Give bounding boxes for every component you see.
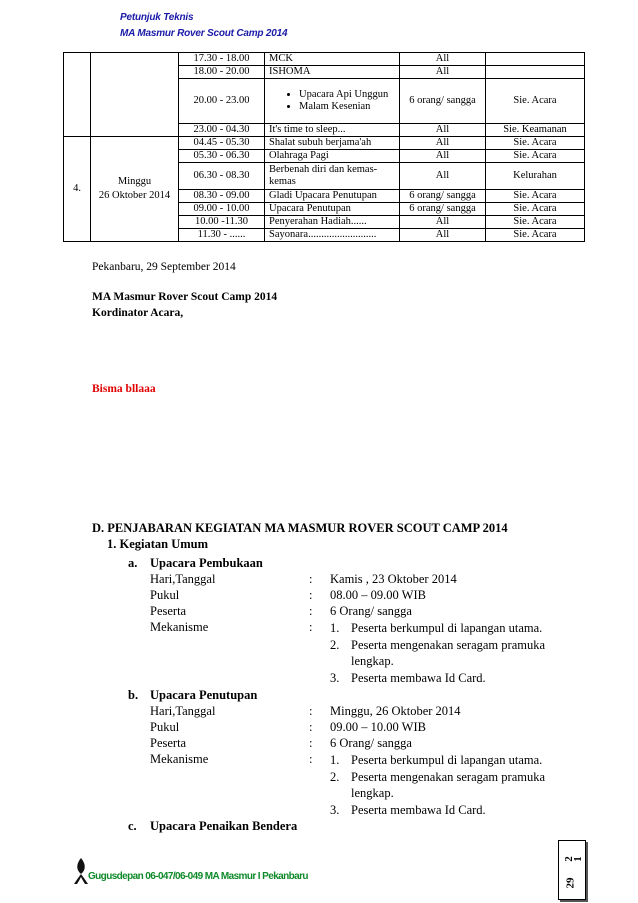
day-number-cell: 4. [64,137,91,242]
activity-cell: Berbenah diri dan kemas-kemas [265,163,400,190]
activity-cell: It's time to sleep... [265,124,400,137]
activity-cell: Sayonara.......................... [265,229,400,242]
item-heading: Upacara Penaikan Bendera [150,819,298,833]
header-line-1: Petunjuk Teknis [120,12,194,23]
field-label: Hari,Tanggal [150,572,216,586]
header-line-2: MA Masmur Rover Scout Camp 2014 [120,28,288,39]
time-cell: 20.00 - 23.00 [179,79,265,124]
participants-cell: 6 orang/ sangga [400,79,486,124]
list-item: • Malam Kesenian [299,101,399,113]
field-label: Hari,Tanggal [150,704,216,718]
colon: : [309,620,313,634]
participants-cell: All [400,124,486,137]
list-continuation: lengkap. [351,786,394,800]
colon: : [309,736,313,750]
field-value: Minggu, 26 Oktober 2014 [330,704,461,718]
item-letter: a. [128,556,138,570]
colon: : [309,720,313,734]
activity-cell: Gladi Upacara Penutupan [265,190,400,203]
signature-role: Kordinator Acara, [92,307,184,319]
list-number: 3. [330,670,340,685]
time-cell: 11.30 - ...... [179,229,265,242]
pic-cell: Kelurahan [486,163,585,190]
footer-text: Gugusdepan 06-047/06-049 MA Masmur I Pekanbaru [88,871,308,882]
pic-cell: Sie. Acara [486,79,585,124]
list-text: Peserta membawa Id Card. [351,802,486,817]
pic-cell: Sie. Acara [486,216,585,229]
list-text: Peserta berkumpul di lapangan utama. [351,621,543,635]
pic-cell: Sie. Acara [486,203,585,216]
field-value: Kamis , 23 Oktober 2014 [330,572,457,586]
participants-cell: All [400,150,486,163]
item-letter: c. [128,819,137,833]
time-cell: 05.30 - 06.30 [179,150,265,163]
list-continuation: lengkap. [351,654,394,668]
signer-name: Bisma bllaaa [92,383,156,395]
time-cell: 23.00 - 04.30 [179,124,265,137]
subsection-title: 1. Kegiatan Umum [107,537,209,551]
participants-cell: All [400,216,486,229]
activity-cell: Olahraga Pagi [265,150,400,163]
field-value: 6 Orang/ sangga [330,604,412,618]
list-text: Peserta membawa Id Card. [351,670,486,685]
section-title: D. PENJABARAN KEGIATAN MA MASMUR ROVER SCOUT CAMP 2014 [92,521,508,535]
pic-cell: Sie. Keamanan [486,124,585,137]
field-value: 09.00 – 10.00 WIB [330,720,426,734]
list-text: Peserta mengenakan seragam pramuka [351,769,546,784]
activity-cell: ISHOMA [265,66,400,79]
participants-cell: All [400,229,486,242]
list-item [330,802,580,819]
mechanism-list [330,752,580,818]
page-number-a: 2 [562,856,575,862]
pic-cell [486,66,585,79]
list-text: Peserta mengenakan seragam pramuka [351,637,546,652]
item-letter: b. [128,688,139,702]
pic-cell: Sie. Acara [486,137,585,150]
colon: : [309,572,313,586]
list-number: 1. [330,753,340,767]
pic-cell: Sie. Acara [486,229,585,242]
participants-cell: 6 orang/ sangga [400,203,486,216]
page-number-b: 1 [571,856,584,862]
colon: : [309,588,313,602]
place-date: Pekanbaru, 29 September 2014 [92,261,236,273]
colon: : [309,604,313,618]
signature-org: MA Masmur Rover Scout Camp 2014 [92,291,278,303]
time-cell: 09.00 - 10.00 [179,203,265,216]
list-number: 1. [330,621,340,635]
schedule-table [63,52,585,242]
list-number: 2. [330,769,340,784]
list-item [330,752,580,769]
activity-cell: Penyerahan Hadiah...... [265,216,400,229]
field-label: Peserta [150,604,187,618]
colon: : [309,752,313,766]
activity-cell [265,79,400,124]
pic-cell: Sie. Acara [486,190,585,203]
list-item [330,670,580,687]
page-number-box [558,840,586,900]
field-label: Mekanisme [150,752,209,766]
field-label: Mekanisme [150,620,209,634]
field-value: 08.00 – 09.00 WIB [330,588,426,602]
participants-cell: 6 orang/ sangga [400,190,486,203]
time-cell: 04.45 - 05.30 [179,137,265,150]
activity-cell: Shalat subuh berjama'ah [265,137,400,150]
table-row [64,53,585,66]
list-number: 3. [330,802,340,817]
item-heading: Upacara Pembukaan [150,556,263,570]
page-number-c: 29 [564,877,577,889]
date-cell-empty [91,53,179,137]
day-date: 26 Oktober 2014 [98,190,171,201]
field-value: 6 Orang/ sangga [330,736,412,750]
time-cell: 18.00 - 20.00 [179,66,265,79]
participants-cell: All [400,53,486,66]
mechanism-list [330,620,580,686]
time-cell: 08.30 - 09.00 [179,190,265,203]
activity-cell: Upacara Penutupan [265,203,400,216]
table-row [64,137,585,150]
activity-cell: MCK [265,53,400,66]
list-item [330,637,580,654]
pic-cell: Sie. Acara [486,150,585,163]
day-name: Minggu [117,176,152,187]
list-item [330,620,580,637]
field-label: Pukul [150,588,180,602]
field-label: Peserta [150,736,187,750]
time-cell: 17.30 - 18.00 [179,53,265,66]
participants-cell: All [400,163,486,190]
ceremony-list [265,89,399,113]
participants-cell: All [400,66,486,79]
time-cell: 10.00 -11.30 [179,216,265,229]
field-label: Pukul [150,720,180,734]
item-heading: Upacara Penutupan [150,688,258,702]
participants-cell: All [400,137,486,150]
time-cell: 06.30 - 08.30 [179,163,265,190]
day-date-cell [91,137,179,242]
list-text: Peserta berkumpul di lapangan utama. [351,753,543,767]
list-item [330,769,580,786]
day-cell-empty [64,53,91,137]
list-item: • Upacara Api Unggun [299,89,399,101]
list-number: 2. [330,637,340,652]
colon: : [309,704,313,718]
pic-cell [486,53,585,66]
